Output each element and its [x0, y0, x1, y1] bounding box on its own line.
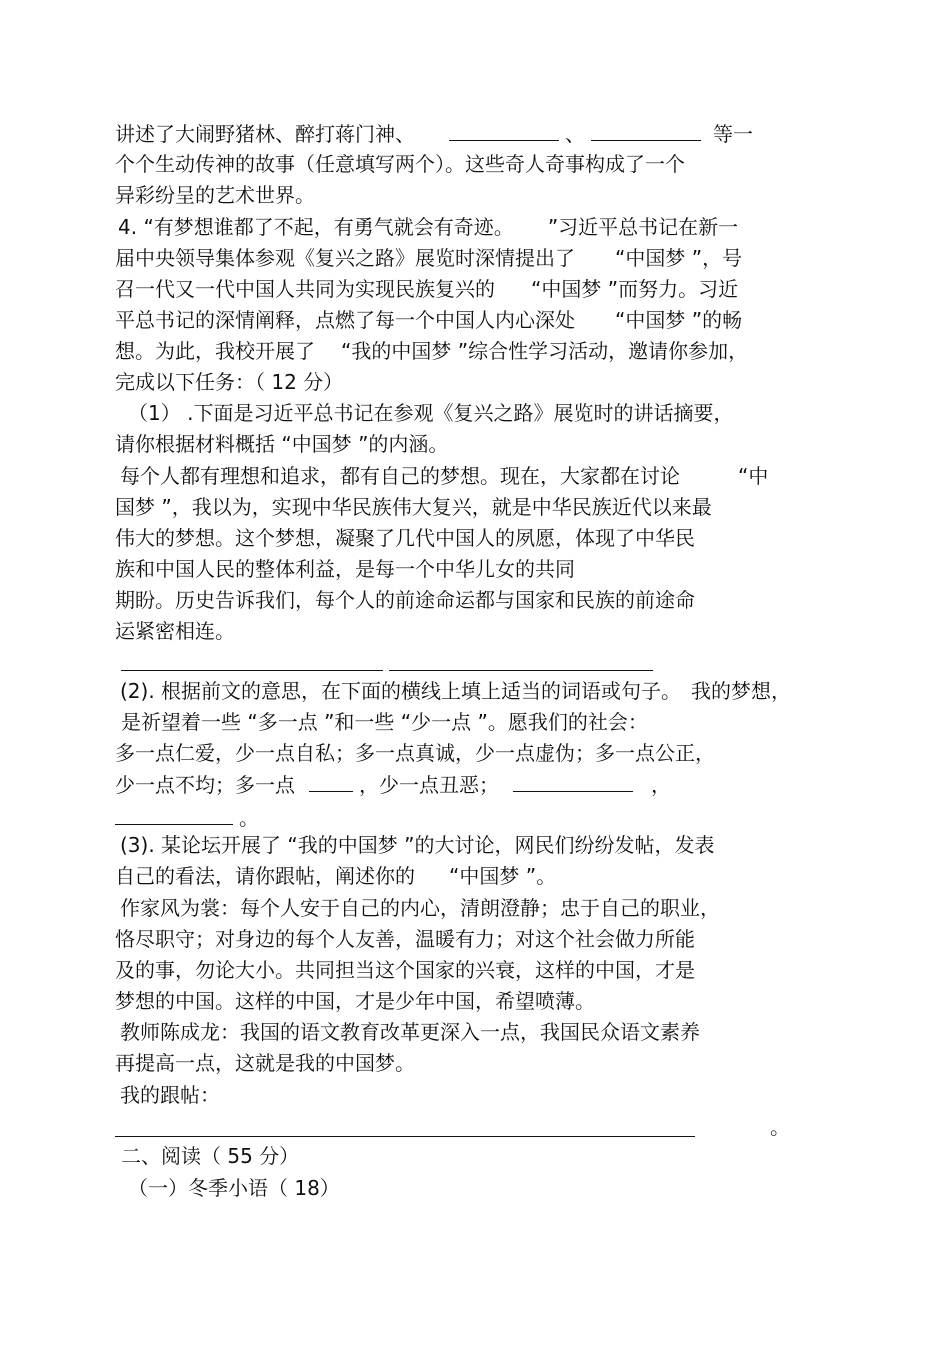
subquestion-3-line-1: (3). 某论坛开展了 “我的中国梦 ”的大讨论，网民们纷纷发帖，发表 [120, 833, 715, 857]
subquestion-2-line-5 [115, 802, 259, 833]
post-teacher-line-1: 教师陈成龙：我国的语文教育改革更深入一点，我国民众语文素养 [120, 1020, 700, 1044]
text-line-2: 个个生动传神的故事（任意填写两个）。这些奇人奇事构成了一个 [115, 152, 685, 176]
text-fragment: “中国梦 ”，号 [615, 246, 743, 270]
my-post-label: 我的跟帖： [120, 1083, 220, 1107]
post-writer-line-2: 恪尽职守；对身边的每个人友善，温暖有力；对这个社会做力所能 [115, 927, 695, 951]
text-fragment: ”习近平总书记在新一 [547, 215, 739, 239]
post-writer-line-4: 梦想的中国。这样的中国，才是少年中国，希望喷薄。 [115, 989, 595, 1013]
post-writer-line-3: 及的事，勿论大小。共同担当这个国家的兴衰，这样的中国，才是 [115, 958, 695, 982]
excerpt-line-4: 族和中国人民的整体利益，是每一个中华儿女的共同 [115, 557, 575, 581]
text-fragment: 、 [565, 122, 585, 146]
question-4-line-1 [118, 212, 738, 243]
text-fragment: 召一代又一代中国人共同为实现民族复兴的 [115, 277, 495, 301]
answer-blank[interactable] [309, 769, 353, 792]
text-fragment: “中国梦 ”。 [449, 864, 557, 888]
answer-line[interactable] [389, 670, 653, 671]
subquestion-1-line-1: （1） .下面是习近平总书记在参观《复兴之路》展览时的讲话摘要， [128, 401, 734, 425]
subquestion-2-line-3: 多一点仁爱，少一点自私；多一点真诚，少一点虚伪；多一点公正， [115, 741, 715, 765]
answer-blank[interactable] [591, 118, 701, 141]
question-4-line-5 [115, 336, 748, 367]
post-writer-line-1: 作家风为裳：每个人安于自己的内心，清朗澄静；忠于自己的职业， [120, 896, 720, 920]
text-fragment: 我的梦想， [691, 679, 792, 703]
section-heading-reading: 二、阅读（ 55 分） [121, 1144, 300, 1168]
answer-blank[interactable] [115, 802, 233, 825]
post-teacher-line-2: 再提高一点，这就是我的中国梦。 [115, 1051, 415, 1075]
text-fragment: ，少一点丑恶； [359, 773, 499, 797]
text-fragment: “中 [738, 464, 769, 488]
answer-blank[interactable] [513, 769, 633, 792]
text-fragment: 讲述了大闹野猪林、醉打蒋门神、 [115, 122, 415, 146]
subquestion-2-line-1 [120, 676, 791, 707]
answer-line[interactable] [121, 670, 383, 671]
text-fragment: 少一点不均；多一点 [115, 773, 295, 797]
question-4-line-4 [115, 305, 742, 336]
excerpt-line-3: 伟大的梦想。这个梦想，凝聚了几代中国人的夙愿，体现了中华民 [115, 526, 695, 550]
text-fragment: ， [651, 773, 671, 797]
text-fragment: 届中央领导集体参观《复兴之路》展览时深情提出了 [115, 246, 575, 270]
question-4-line-2 [115, 243, 742, 274]
text-fragment: 。 [770, 1115, 790, 1139]
excerpt-line-5: 期盼。历史告诉我们，每个人的前途命运都与国家和民族的前途命 [115, 588, 695, 612]
question-4-line-6: 完成以下任务：（ 12 分） [115, 370, 344, 394]
subquestion-2-line-4 [115, 769, 671, 800]
subquestion-2-line-2: 是祈望着一些 “多一点 ”和一些 “少一点 ”。愿我们的社会： [121, 710, 648, 734]
text-fragment: “中国梦 ”而努力。习近 [531, 277, 739, 301]
text-fragment: “中国梦 ”的畅 [615, 308, 743, 332]
text-fragment: (2). 根据前文的意思，在下面的横线上填上适当的词语或句子。 [120, 679, 682, 703]
excerpt-line-1 [120, 461, 768, 492]
excerpt-line-6: 运紧密相连。 [115, 619, 235, 643]
answer-line[interactable] [115, 1136, 695, 1137]
subsection-heading: （一）冬季小语（ 18） [128, 1176, 340, 1200]
text-line-3: 异彩纷呈的艺术世界。 [115, 183, 315, 207]
text-fragment: 4. “有梦想谁都了不起，有勇气就会有奇迹。 [118, 215, 514, 239]
subquestion-3-line-2 [115, 861, 556, 892]
text-line-1 [115, 118, 753, 149]
question-4-line-3 [115, 274, 738, 305]
subquestion-1-line-2: 请你根据材料概括 “中国梦 ”的内涵。 [115, 432, 449, 456]
text-fragment: 自己的看法，请你跟帖，阐述你的 [115, 864, 415, 888]
text-fragment: 。 [239, 806, 259, 830]
excerpt-line-2: 国梦 ”，我以为，实现中华民族伟大复兴，就是中华民族近代以来最 [115, 495, 712, 519]
answer-blank[interactable] [449, 118, 559, 141]
text-fragment: “我的中国梦 ”综合性学习活动，邀请你参加， [341, 339, 749, 363]
text-fragment: 平总书记的深情阐释，点燃了每一个中国人内心深处 [115, 308, 575, 332]
text-fragment: 等一 [713, 122, 753, 146]
text-fragment: 想。为此，我校开展了 [115, 339, 315, 363]
text-fragment: 每个人都有理想和追求，都有自己的梦想。现在，大家都在讨论 [120, 464, 680, 488]
